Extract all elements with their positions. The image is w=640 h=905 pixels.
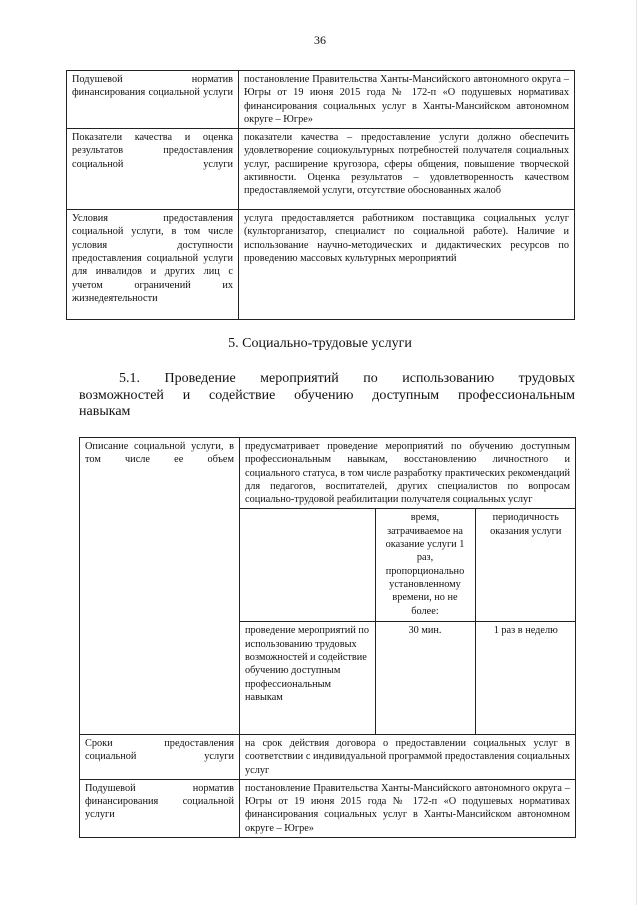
cell-frequency: 1 раз в неделю [475,622,576,734]
header-service-name [240,509,375,622]
subsection-title-line-3: навыкам [79,404,131,419]
subsection-title-line-2: возможностей и содействие обучению доступным профессиональным [79,387,575,403]
row-label-per-capita-norm-2: Подушевой норматив финансирования социальной услуги [80,779,240,837]
service-standard-table-continued [66,70,575,320]
table-row [67,129,575,210]
row-value-per-capita-norm-2: постановление Правительства Ханты-Мансийского автономного округа – Югры от 19 июня 2015 года № 172-п «О подушевых нормативах финансирования социальных услуг в Ханты-Мансийском автономном округе – Югре» [240,779,576,837]
row-label-description: Описание социальной услуги, в том числе ее объем [80,438,240,735]
table-row [67,210,575,320]
row-label-per-capita-norm: Подушевой норматив финансирования социальной услуги [67,71,239,129]
row-value-quality-indicators: показатели качества – предоставление услуги должно обеспечить удовлетворение социокультурных потребностей получателя социальных услуг, расширение кругозора, сферы общения, повышение творческой активности. Оценка результатов – удовлетворенность качеством предоставляемой услуги, отсутствие обоснованных жалоб [239,129,575,210]
row-value-description-cell [240,438,576,735]
service-standard-table [79,437,576,838]
scan-edge-line [636,0,637,905]
row-label-terms: Сроки предоставления социальной услуги [80,734,240,779]
cell-time: 30 мин. [375,622,475,734]
table-header-row [240,509,576,622]
row-value-terms: на срок действия договора о предоставлении социальных услуг в соответствии с индивидуальной программой предоставления социальных услуг [240,734,576,779]
table-row [240,622,576,734]
subsection-title-line-1: 5.1. Проведение мероприятий по использованию трудовых [119,371,575,386]
row-label-quality-indicators: Показатели качества и оценка результатов предоставления социальной услуги [67,129,239,210]
header-frequency: периодичность оказания услуги [475,509,576,622]
table-row [80,734,576,779]
page-number: 36 [314,33,326,47]
row-value-conditions: услуга предоставляется работником поставщика социальных услуг (культорганизатор, специалист по социальной работе). Наличие и использование научно-методических и дидактических ресурсов по проведению массовых культурных мероприятий [239,210,575,320]
table-row [67,71,575,129]
subsection-title [79,371,575,421]
table-row [80,438,576,735]
section-heading: 5. Социально-трудовые услуги [228,336,412,351]
table-row [80,779,576,837]
header-time: время, затрачиваемое на оказание услуги 1 раз, пропорционально установленному времени, но не более: [375,509,475,622]
row-value-description: предусматривает проведение мероприятий по обучению доступным профессиональным навыкам, восстановлению личностного и социального статуса, в том числе разработку практических рекомендаций для педагогов, воспитателей, других специалистов по вопросам социально-трудовой реабилитации получателя социальных услуг [245,441,570,506]
row-value-per-capita-norm: постановление Правительства Ханты-Мансийского автономного округа – Югры от 19 июня 2015 года № 172-п «О подушевых нормативах финансирования социальных услуг в Ханты-Мансийском автономном округе – Югре» [239,71,575,129]
service-volume-table [240,508,576,734]
cell-service-name: проведение мероприятий по использованию трудовых возможностей и содействие обучению доступным профессиональным навыкам [240,622,375,734]
row-label-conditions: Условия предоставления социальной услуги, в том числе условия доступности предоставления социальной услуги для инвалидов и других лиц с учетом ограничений их жизнедеятельности [67,210,239,320]
